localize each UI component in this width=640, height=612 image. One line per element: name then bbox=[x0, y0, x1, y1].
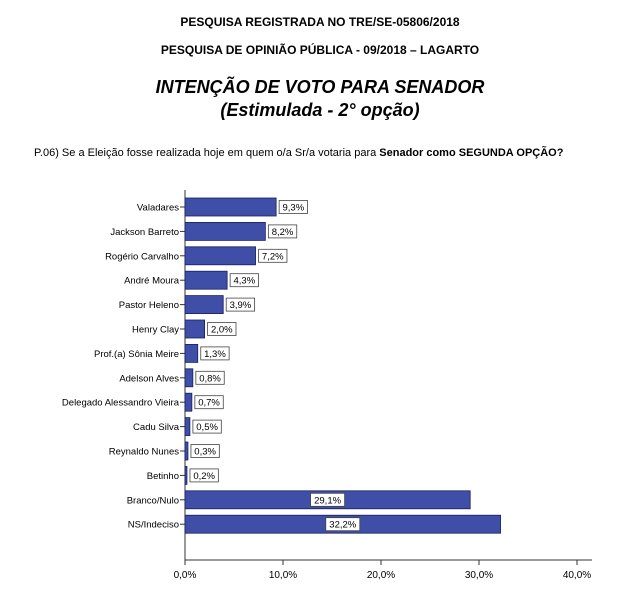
bar bbox=[185, 369, 193, 387]
data-label: 0,2% bbox=[193, 470, 215, 482]
bar bbox=[185, 222, 265, 240]
x-tick-label: 20,0% bbox=[366, 570, 396, 581]
survey-header: PESQUISA DE OPINIÃO PÚBLICA - 09/2018 – LAGARTO bbox=[160, 43, 480, 57]
category-label: Betinho bbox=[146, 470, 179, 482]
category-label: Reynaldo Nunes bbox=[108, 446, 179, 458]
bar bbox=[185, 418, 190, 436]
survey-question bbox=[34, 147, 563, 159]
data-label: 4,3% bbox=[233, 275, 256, 287]
category-label: Delegado Alessandro Vieira bbox=[61, 397, 179, 409]
category-label: Cadu Silva bbox=[133, 422, 179, 434]
bar bbox=[185, 344, 198, 362]
data-label: 0,5% bbox=[196, 422, 218, 434]
bar bbox=[185, 320, 205, 338]
x-tick-label: 40,0% bbox=[562, 570, 592, 581]
data-label: 0,7% bbox=[198, 397, 220, 409]
senate-vote-bar-chart bbox=[0, 180, 640, 600]
data-label: 9,3% bbox=[282, 202, 305, 214]
category-label: Valadares bbox=[136, 202, 179, 214]
bar bbox=[185, 271, 227, 289]
x-tick-label: 0,0% bbox=[173, 570, 197, 581]
category-label: Rogério Carvalho bbox=[105, 251, 179, 263]
question-emphasis: Senador como SEGUNDA OPÇÃO? bbox=[379, 147, 564, 159]
data-label: 1,3% bbox=[204, 348, 226, 360]
x-tick-label: 10,0% bbox=[268, 570, 298, 581]
category-label: Adelson Alves bbox=[119, 373, 179, 385]
bar bbox=[185, 466, 187, 484]
category-label: Prof.(a) Sônia Meire bbox=[93, 348, 179, 360]
data-label: 8,2% bbox=[271, 226, 294, 238]
bar bbox=[185, 296, 223, 314]
bar bbox=[185, 247, 256, 265]
data-label: 0,8% bbox=[199, 373, 221, 385]
bar bbox=[185, 442, 188, 460]
category-label: Henry Clay bbox=[132, 324, 179, 336]
data-label: 2,0% bbox=[210, 324, 233, 336]
bar bbox=[185, 393, 192, 411]
question-text: P.06) Se a Eleição fosse realizada hoje em quem o/a Sr/a votaria para bbox=[34, 147, 380, 159]
chart-title: INTENÇÃO DE VOTO PARA SENADOR bbox=[155, 77, 485, 97]
category-label: André Moura bbox=[124, 275, 179, 287]
category-label: Branco/Nulo bbox=[126, 495, 179, 507]
chart-subtitle: (Estimulada - 2° opção) bbox=[220, 100, 420, 120]
registration-header: PESQUISA REGISTRADA NO TRE/SE-05806/2018 bbox=[180, 15, 460, 29]
category-label: NS/Indeciso bbox=[127, 519, 179, 531]
data-label: 0,3% bbox=[194, 446, 216, 458]
category-label: Pastor Heleno bbox=[118, 300, 179, 312]
bar bbox=[185, 198, 276, 216]
data-label: 3,9% bbox=[229, 300, 252, 312]
x-tick-label: 30,0% bbox=[464, 570, 494, 581]
data-label: 7,2% bbox=[261, 251, 284, 263]
data-label: 32,2% bbox=[329, 519, 357, 531]
category-label: Jackson Barreto bbox=[110, 226, 179, 238]
data-label: 29,1% bbox=[314, 495, 342, 507]
